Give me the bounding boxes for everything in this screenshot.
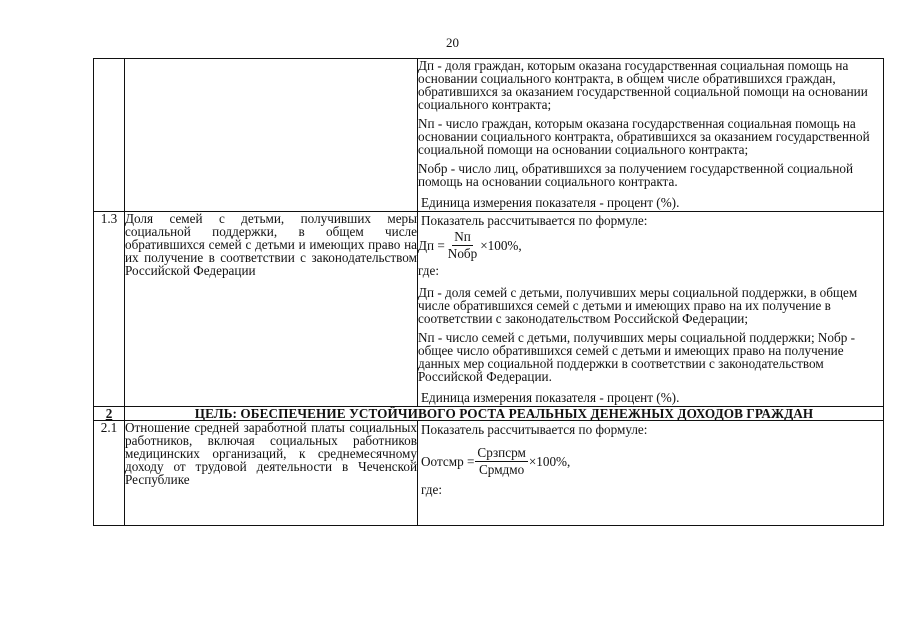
goal-number-cell: 2 (94, 407, 125, 421)
table-row-2-1 (94, 421, 884, 526)
formula-lhs: Дп = (418, 238, 445, 253)
formula (418, 446, 883, 477)
table-row-goal-2 (94, 407, 884, 421)
indicator-description-cell (418, 212, 884, 407)
definition-paragraph: Nп - число семей с детьми, получивших меры социальной поддержки; Nобр - общее число обратившихся семей с детьми и имеющих право на получение данных мер социальной поддержки в соответствии с законодательством Российской Федерации. (418, 330, 856, 384)
formula (418, 230, 883, 261)
definition-paragraph: Дп - доля семей с детьми, получивших меры социальной поддержки, в общем числе обратившихся семей с детьми и имеющих право на их получение в соответствии с законодательством Российской Федерации; (418, 285, 858, 326)
formula-fraction (475, 446, 527, 477)
table-row-continued (94, 59, 884, 212)
indicator-description-cell (418, 421, 884, 526)
formula-numerator: Nп (454, 229, 471, 244)
definition-paragraph: Дп - доля граждан, которым оказана государственная социальная помощь на основании социального контракта, в общем числе обратившихся граждан, обратившихся за оказанием государственной социальной помощи на основании социального контракта; (418, 58, 868, 112)
formula-tail: ×100%, (480, 238, 522, 253)
row-number-cell: 1.3 (94, 212, 125, 407)
formula-fraction (446, 230, 479, 261)
indicators-table (93, 58, 884, 526)
formula-numerator: Срзпсрм (477, 445, 526, 460)
formula-lhs: Оотсмр = (421, 454, 475, 469)
formula-tail: ×100%, (528, 454, 571, 469)
indicator-name-cell: Отношение средней заработной платы социальных работников, включая социальных работников медицинских организаций, к среднемесячному доходу от трудовой деятельности в Чеченской Республике (125, 421, 418, 526)
unit-of-measure: Единица измерения показателя - процент (%). (421, 195, 680, 210)
definition-paragraph: Nп - число граждан, которым оказана государственная социальная помощь на основании социального контракта, обратившихся за оказанием государственной социальной помощи на основании социального контракта; (418, 116, 870, 157)
where-label: где: (421, 482, 442, 497)
table-row-1-3 (94, 212, 884, 407)
indicator-name-cell: Доля семей с детьми, получивших меры социальной поддержки, в общем числе обратившихся семей с детьми и имеющих право на их получение в соответствии с законодательством Российской Федерации (125, 212, 418, 407)
goal-title: ЦЕЛЬ: ОБЕСПЕЧЕНИЕ УСТОЙЧИВОГО РОСТА РЕАЛЬНЫХ ДЕНЕЖНЫХ ДОХОДОВ ГРАЖДАН (125, 407, 884, 421)
formula-intro: Показатель рассчитывается по формуле: (421, 422, 648, 437)
indicator-name-cell (125, 59, 418, 212)
row-number-cell (94, 59, 125, 212)
indicator-description-cell (418, 59, 884, 212)
formula-denominator: Nобр (447, 246, 478, 261)
formula-denominator: Срмдмо (479, 462, 525, 477)
page-number: 20 (446, 35, 459, 50)
formula-intro: Показатель рассчитывается по формуле: (421, 213, 648, 228)
definition-paragraph: Nобр - число лиц, обратившихся за получением государственной социальной помощь на основании социального контракта. (418, 161, 854, 189)
where-label: где: (418, 263, 439, 278)
row-number-cell: 2.1 (94, 421, 125, 526)
unit-of-measure: Единица измерения показателя - процент (%). (421, 390, 680, 405)
